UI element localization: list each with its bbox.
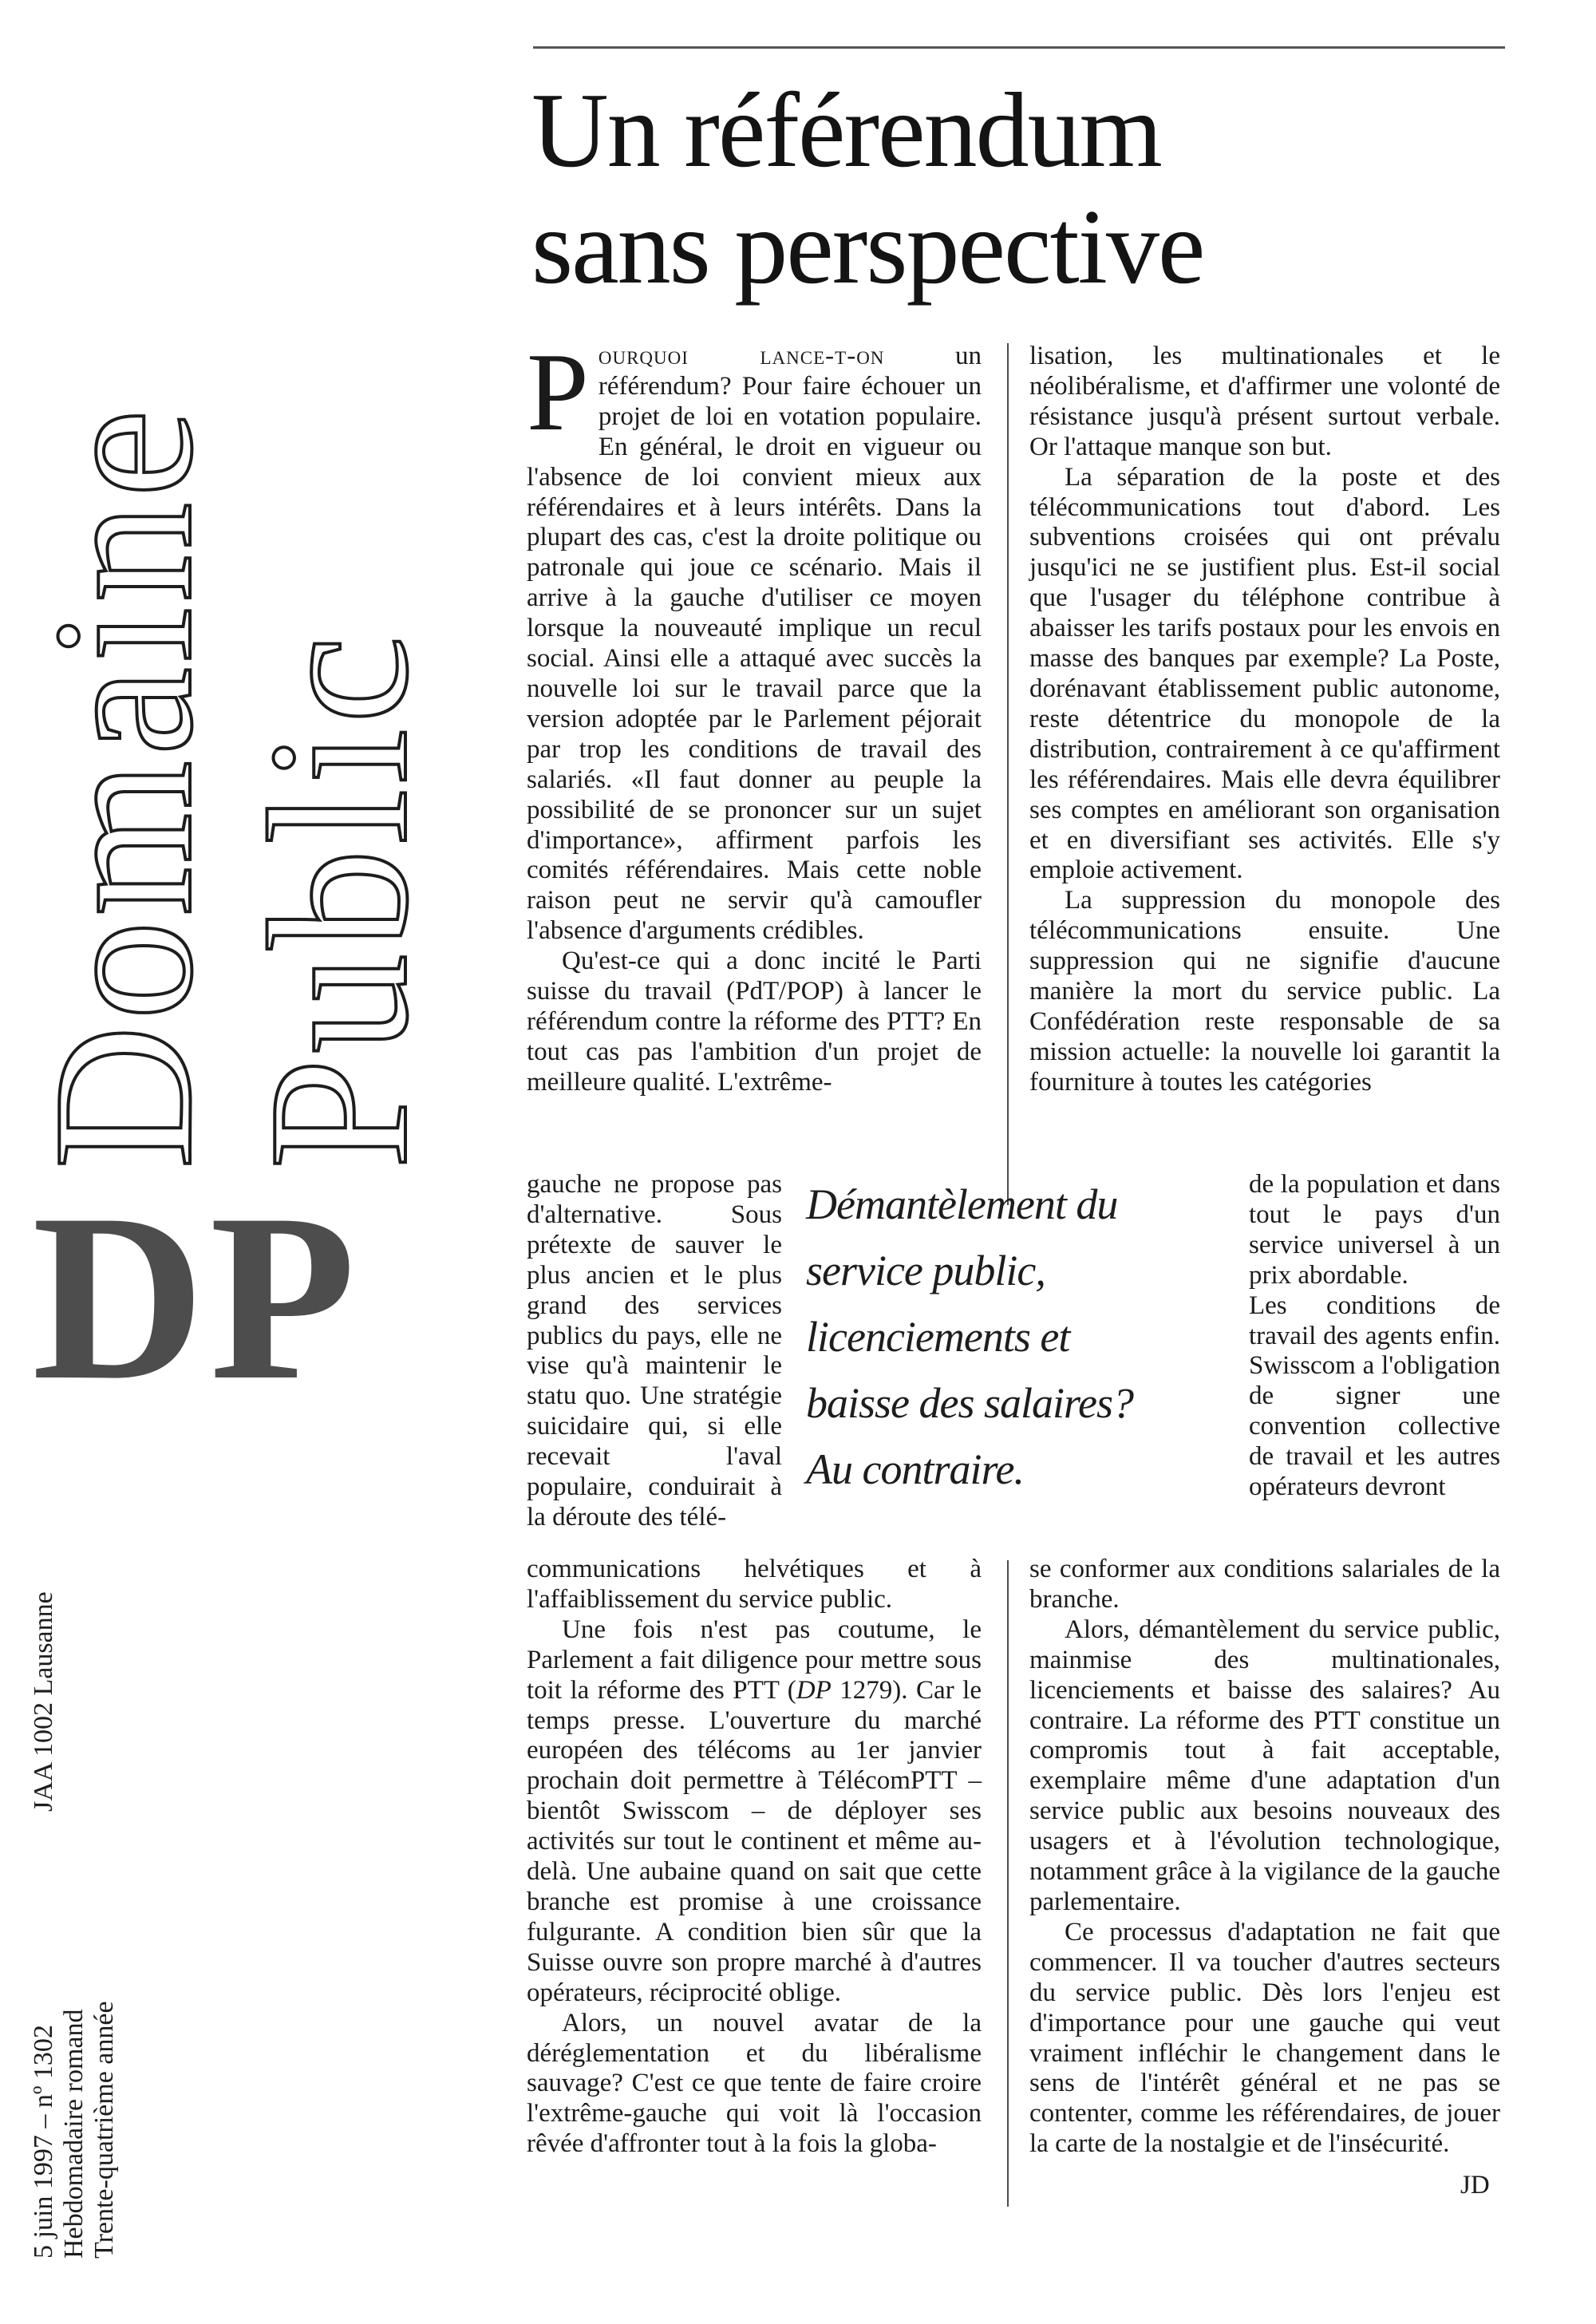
header-rule <box>533 46 1505 49</box>
pull-quote-line: baisse des salaires? <box>806 1379 1133 1427</box>
drop-cap: P <box>527 330 589 454</box>
wrap-text-left <box>527 1170 782 1533</box>
pull-quote-line: licenciements et <box>806 1313 1070 1361</box>
wrap-right-paragraph-2: Les conditions de travail des agents enfin. Swisscom a l'obligation de signer une convention collective de travail et les autres opérateurs devront <box>1249 1290 1500 1502</box>
pull-quote-line: Démantèlement du <box>806 1180 1118 1228</box>
paragraph-avatar: Alors, un nouvel avatar de la déréglementation et du libéralisme sauvage? C'est ce que tente de faire croire l'extrême-gauche qui voit là l'occasion rêvée d'affronter tout à la fois la globa- <box>527 2008 982 2159</box>
wrap-left-paragraph: gauche ne propose pas d'alternative. Sous prétexte de sauver le plus ancien et le plus grand des services publics du pays, elle ne vise qu'à maintenir le statu quo. Une stratégie suicidaire qui, si elle recevait l'aval populaire, conduirait à la déroute des télé- <box>527 1170 782 1532</box>
wrap-text-right <box>1249 1170 1500 1503</box>
paragraph-pdt: Qu'est-ce qui a donc incité le Parti suisse du travail (PdT/POP) à lancer le référendum contre la réforme des PTT? En tout cas pas l'ambition d'un projet de meilleure qualité. L'extrême- <box>527 947 982 1097</box>
lead-in: ourquoi lance-t-on <box>598 342 885 370</box>
paragraph-monopole: La suppression du monopole des télécommunications ensuite. Une suppression qui ne signifie d'aucune manière la mort du service public. La Confédération reste responsable de sa mission actuelle: la nouvelle loi garantit la fourniture à toutes les catégories <box>1029 886 1500 1097</box>
masthead-public: Public <box>228 630 449 1169</box>
column-right-upper <box>1029 342 1500 1098</box>
masthead-monogram: DP <box>32 1164 361 1429</box>
paragraph-processus: Ce processus d'adaptation ne fait que commencer. Il va toucher d'autres secteurs du service public. Dès lors l'enjeu est d'importance pour une gauche qui veut vraiment infléchir le changement dans le sens de l'intérêt général et ne pas se contenter, comme les référendaires, de jouer la carte de la nostalgie et de l'insécurité. <box>1029 1917 1500 2159</box>
column-divider <box>1007 343 1009 1205</box>
article-title <box>531 72 1203 305</box>
column-right-lower <box>1029 1555 1500 2160</box>
pull-quote <box>806 1172 1237 1503</box>
masthead-domaine: Domaine <box>13 404 234 1169</box>
pull-quote-line: Au contraire. <box>806 1445 1024 1493</box>
column-divider-lower <box>1007 1560 1009 2207</box>
column-left-upper <box>527 330 982 1098</box>
postal-address: JAA 1002 Lausanne <box>29 1591 58 1812</box>
publication-frequency: Hebdomadaire romand <box>59 2009 89 2259</box>
dp-reference: DP <box>796 1675 832 1705</box>
title-line-1: Un référendum <box>531 71 1161 189</box>
parlement-text-b: 1279). Car le temps presse. L'ouverture du marché européen des télécoms au 1er janvier prochain doit permettre à TélécomPTT – bientôt Swisscom – de déployer ses activités sur tout le continent et même au-delà. Une aubaine quand on sait que cette branche est promise à une croissance fulgurante. A condition bien sûr que la Suisse ouvre son propre marché à d'autres opérateurs, réciprocité oblige. <box>527 1675 982 2007</box>
author-signature: JD <box>1460 2171 1490 2200</box>
paragraph-intro <box>527 330 982 947</box>
publication-year: Trente-quatrième année <box>89 2001 119 2259</box>
paragraph-globalisation: lisation, les multinationales et le néolibéralisme, et d'affirmer une volonté de résistance jusqu'à présent surtout verbale. Or l'attaque manque son but. <box>1029 342 1500 461</box>
title-line-2: sans perspective <box>531 188 1204 306</box>
parlement-text-a: Une fois n'est pas coutume, le Parlement a fait diligence pour mettre sous toit la réforme des PTT ( <box>527 1615 982 1705</box>
paragraph-parlement <box>527 1615 982 2009</box>
paragraph-continued-left: communications helvétiques et à l'affaiblissement du service public. <box>527 1555 982 1614</box>
paragraph-continued-right: se conformer aux conditions salariales de la branche. <box>1029 1555 1500 1614</box>
pull-quote-line: service public, <box>806 1247 1045 1294</box>
paragraph-intro-text: un référendum? Pour faire échouer un projet de loi en votation populaire. En général, le droit en vigueur ou l'absence de loi convient mieux aux référendaires et à leurs intérêts. Dans la plupart des cas, c'est la droite politique ou patronale qui joue ce scénario. Mais il arrive à la gauche d'utiliser ce moyen lorsque la nouveauté implique un recul social. Ainsi elle a attaqué avec succès la nouvelle loi sur le travail parce que la version adoptée par le Parlement péjorait par trop les conditions de travail des salariés. «Il faut donner au peuple la possibilité de se prononcer sur un sujet d'importance», affirment parfois les comités référendaires. Mais cette noble raison peut ne servir qu'à camoufler l'absence d'arguments crédibles. <box>527 342 982 946</box>
masthead <box>0 0 447 2324</box>
paragraph-poste: La séparation de la poste et des télécommunications tout d'abord. Les subventions croisées qui ont prévalu jusqu'ici ne se justifient plus. Est-il social que l'usager du téléphone contribue à abaisser les tarifs postaux pour les envois en masse des banques par exemple? La Poste, dorénavant établissement public autonome, reste détentrice du monopole de la distribution, contrairement à ce qu'affirment les référendaires. Mais elle devra équilibrer ses comptes en améliorant son organisation et en diversifiant ses activités. Elle s'y emploie activement. <box>1029 462 1500 885</box>
paragraph-demantelement: Alors, démantèlement du service public, mainmise des multinationales, licenciements et baisse des salaires? Au contraire. La réforme des PTT constitue un compromis tout à fait acceptable, exemplaire même d'une adaptation d'un service public aux besoins nouveaux des usagers et à l'évolution technologique, notamment grâce à la vigilance de la gauche parlementaire. <box>1029 1615 1500 1916</box>
wrap-right-paragraph-1: de la population et dans tout le pays d'un service universel à un prix abordable. <box>1249 1170 1500 1290</box>
issue-date: 5 juin 1997 – nº 1302 <box>29 2025 58 2259</box>
column-left-lower <box>527 1555 982 2160</box>
